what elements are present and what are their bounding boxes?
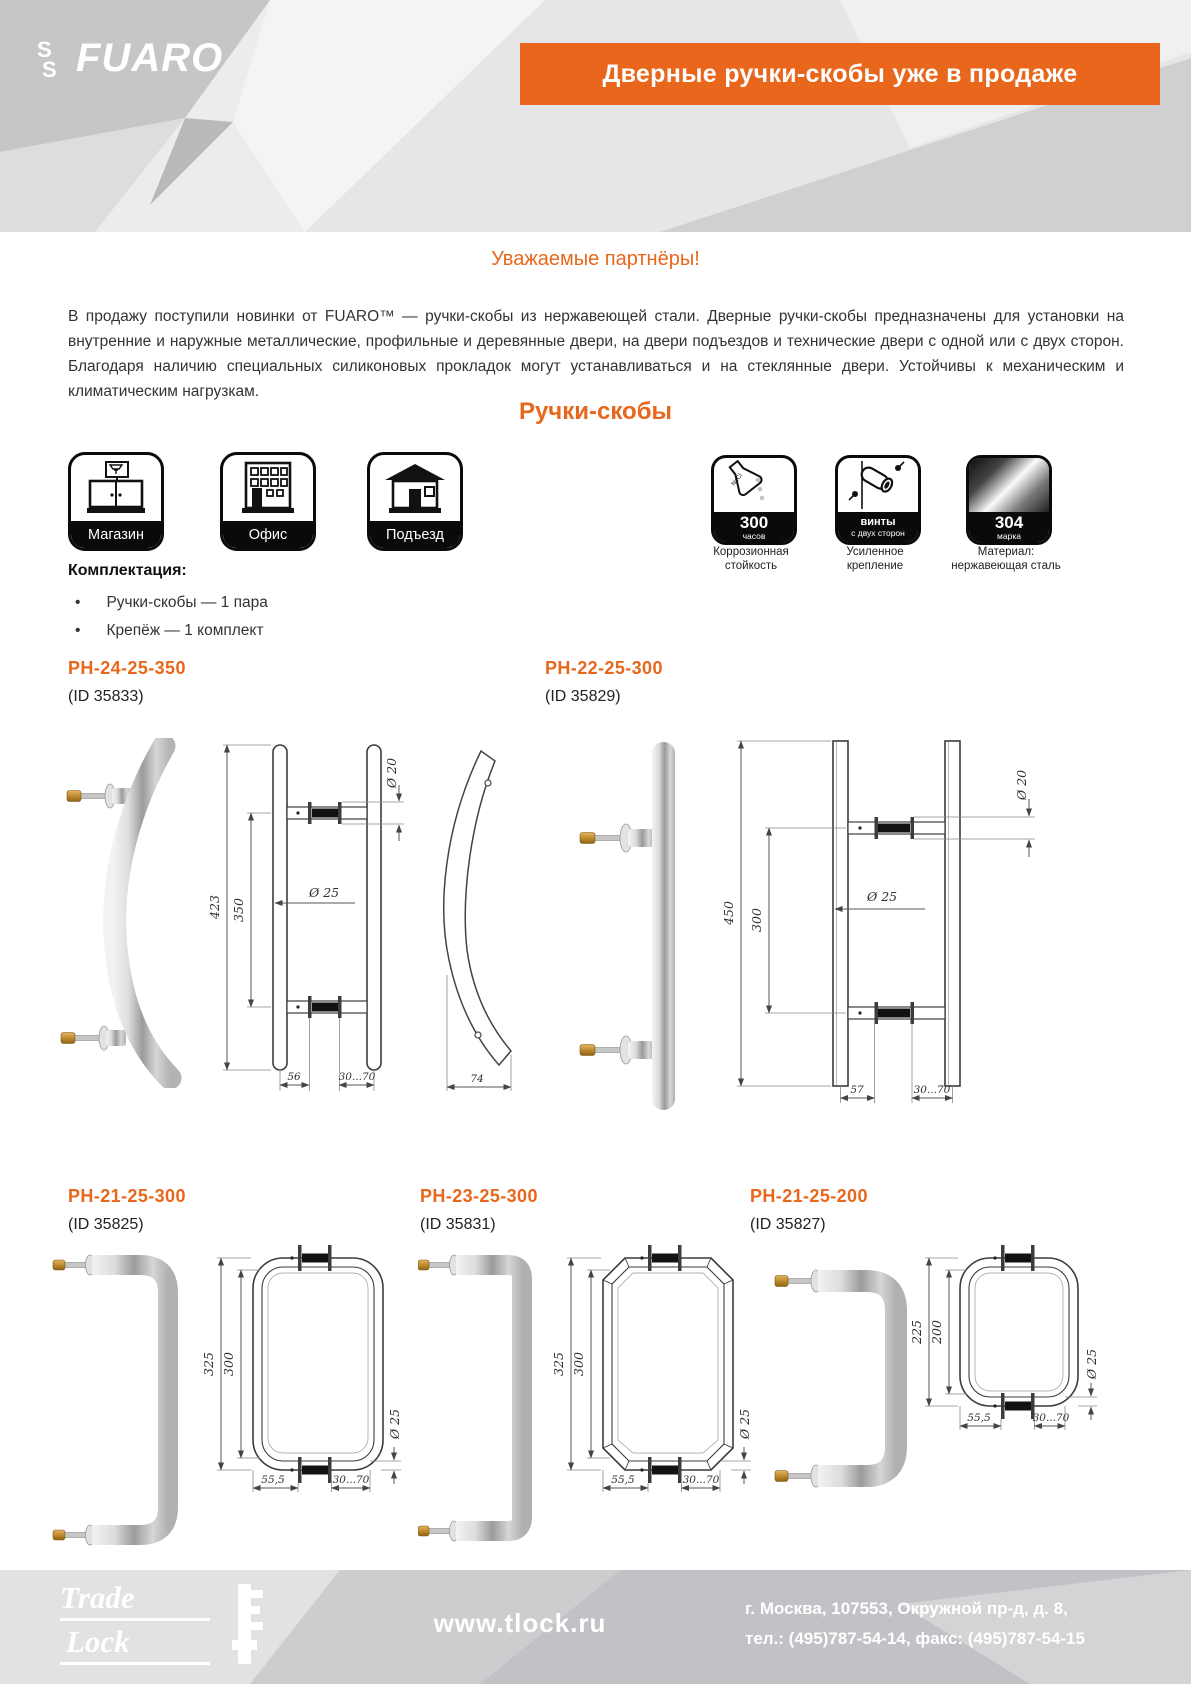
fuaro-logo <box>30 36 223 81</box>
dim-offset: 56 <box>287 1071 301 1083</box>
dim-offset: 55,5 <box>261 1474 285 1486</box>
mount-pin <box>580 1036 654 1064</box>
dim-tube-diameter: Ø 25 <box>387 1408 402 1440</box>
dim-pin-diameter: Ø 20 <box>384 757 399 789</box>
corrosion-band <box>714 512 794 542</box>
greeting-heading: Уважаемые партнёры! <box>491 248 700 270</box>
connector-bottom <box>287 996 367 1018</box>
product-id: (ID 35833) <box>68 688 144 705</box>
usage-icon-office <box>220 452 316 551</box>
product-name: PH-21-25-300 <box>68 1186 186 1206</box>
mount-pin <box>580 824 654 852</box>
dim-grip: 300 <box>749 908 764 932</box>
dim-height: 325 <box>551 1352 566 1376</box>
ph24-product-photo <box>50 738 195 1088</box>
ph23-300-front-drawing <box>545 1240 760 1495</box>
material-band <box>969 512 1049 542</box>
fastening-icon <box>835 455 921 545</box>
product-id: (ID 35829) <box>545 688 621 705</box>
ph24-front-drawing <box>205 735 415 1100</box>
product-name: PH-21-25-200 <box>750 1186 868 1206</box>
store-icon <box>71 455 161 521</box>
key-icon <box>222 1582 268 1668</box>
promo-banner-text: Дверные ручки-скобы уже в продаже <box>602 59 1078 88</box>
product-id: (ID 35827) <box>750 1216 826 1233</box>
dim-door: 30...70 <box>682 1474 720 1486</box>
dim-tube-diameter: Ø 25 <box>309 885 340 900</box>
house-icon <box>370 455 460 521</box>
contact-address <box>745 1594 1145 1654</box>
tradelock-rule <box>60 1662 210 1665</box>
usage-label: Подъезд <box>370 521 460 548</box>
header <box>0 0 1191 232</box>
ph22-product-photo <box>570 738 695 1113</box>
flask-icon <box>714 458 794 512</box>
dim-offset: 55,5 <box>967 1412 991 1424</box>
address-line: г. Москва, 107553, Окружной пр-д, д. 8, <box>745 1599 1068 1618</box>
feature-value: 300 <box>739 512 769 532</box>
dim-tube-diameter: Ø 25 <box>1084 1348 1099 1380</box>
dim-door: 30...70 <box>338 1071 376 1083</box>
dim-height: 450 <box>721 901 736 925</box>
dim-tube-diameter: Ø 25 <box>867 889 898 904</box>
material-caption: Материал: нержавеющая сталь <box>951 546 1061 572</box>
flask-label: NaCl <box>730 473 744 488</box>
svg-text:S: S <box>37 36 52 62</box>
usage-icon-store <box>68 452 164 551</box>
ph23-300-product-photo <box>418 1243 538 1558</box>
ph21-300-product-photo <box>52 1243 182 1558</box>
product-name: PH-24-25-350 <box>68 658 186 678</box>
dim-grip: 300 <box>571 1352 586 1376</box>
dim-door: 30...70 <box>332 1474 370 1486</box>
website-link[interactable]: www.tlock.ru <box>433 1608 607 1638</box>
section-title: Ручки-скобы <box>518 398 673 425</box>
fuaro-logo-text: FUARO <box>76 36 224 80</box>
dim-height: 325 <box>201 1352 216 1376</box>
connector-top <box>848 817 945 839</box>
ph22-front-drawing <box>715 733 1045 1108</box>
kit-item: • Крепёж — 1 комплект <box>75 622 263 640</box>
feature-value: 304 <box>994 512 1024 532</box>
ph24-side-drawing <box>415 735 530 1100</box>
office-icon <box>223 455 313 521</box>
corrosion-caption: Коррозионная стойкость <box>713 546 789 572</box>
dim-grip: 350 <box>231 898 246 922</box>
tradelock-rule <box>60 1618 210 1621</box>
feature-value: винты <box>860 515 896 528</box>
intro-paragraph: В продажу поступили новинки от FUARO™ — ручки-скобы из нержавеющей стали. Дверные ручки-скобы предназначены для установки на внутренние и наружные металлические, профильные и деревянные двери, на двери подъездов и технические двери с одной или с двух сторон. Благодаря наличию специальных силиконовых прокладок могут устанавливаться и на стеклянные двери. Устойчивы к механическим и климатическим нагрузкам. <box>68 307 1124 400</box>
ph21-200-front-drawing <box>905 1240 1105 1455</box>
tradelock-brand-top: Trade <box>60 1580 135 1615</box>
dim-height: 423 <box>207 895 222 919</box>
dim-grip: 300 <box>221 1352 236 1376</box>
feature-unit: часов <box>742 530 766 541</box>
ph21-300-front-drawing <box>195 1240 410 1495</box>
dim-pin-diameter: Ø 20 <box>1014 769 1029 801</box>
usage-label: Магазин <box>71 521 161 548</box>
dim-depth: 74 <box>470 1073 484 1085</box>
ph21-200-product-photo <box>772 1243 922 1513</box>
promo-banner <box>520 43 1160 105</box>
product-name: PH-22-25-300 <box>545 658 663 678</box>
kit-title: Комплектация: <box>68 562 187 579</box>
dim-door: 30...70 <box>1032 1412 1070 1424</box>
dim-door: 30...70 <box>913 1084 951 1096</box>
tradelock-brand-bottom: Lock <box>66 1624 130 1659</box>
fastening-band <box>838 512 918 542</box>
material-icon <box>966 455 1052 545</box>
dim-offset: 55,5 <box>611 1474 635 1486</box>
fuaro-logo-icon <box>30 37 68 81</box>
connector-bottom <box>848 1002 945 1024</box>
connector-top <box>287 802 367 824</box>
usage-icon-entrance <box>367 452 463 551</box>
footer <box>0 1570 1191 1684</box>
corrosion-resistance-icon <box>711 455 797 545</box>
dim-offset: 57 <box>850 1084 864 1096</box>
address-line: тел.: (495)787-54-14, факс: (495)787-54-15 <box>745 1629 1085 1648</box>
kit-item: • Ручки-скобы — 1 пара <box>75 594 268 612</box>
feature-unit: с двух сторон <box>851 527 905 538</box>
usage-label: Офис <box>223 521 313 548</box>
feature-unit: марка <box>997 530 1021 541</box>
dim-grip: 200 <box>929 1320 944 1344</box>
dim-tube-diameter: Ø 25 <box>737 1408 752 1440</box>
product-id: (ID 35831) <box>420 1216 496 1233</box>
svg-text:S: S <box>42 56 57 81</box>
steel-icon <box>969 458 1049 512</box>
product-id: (ID 35825) <box>68 1216 144 1233</box>
product-name: PH-23-25-300 <box>420 1186 538 1206</box>
dim-height: 225 <box>909 1320 924 1344</box>
header-background <box>0 0 1191 232</box>
fastening-caption: Усиленное крепление <box>846 546 904 572</box>
screws-icon <box>838 458 918 512</box>
